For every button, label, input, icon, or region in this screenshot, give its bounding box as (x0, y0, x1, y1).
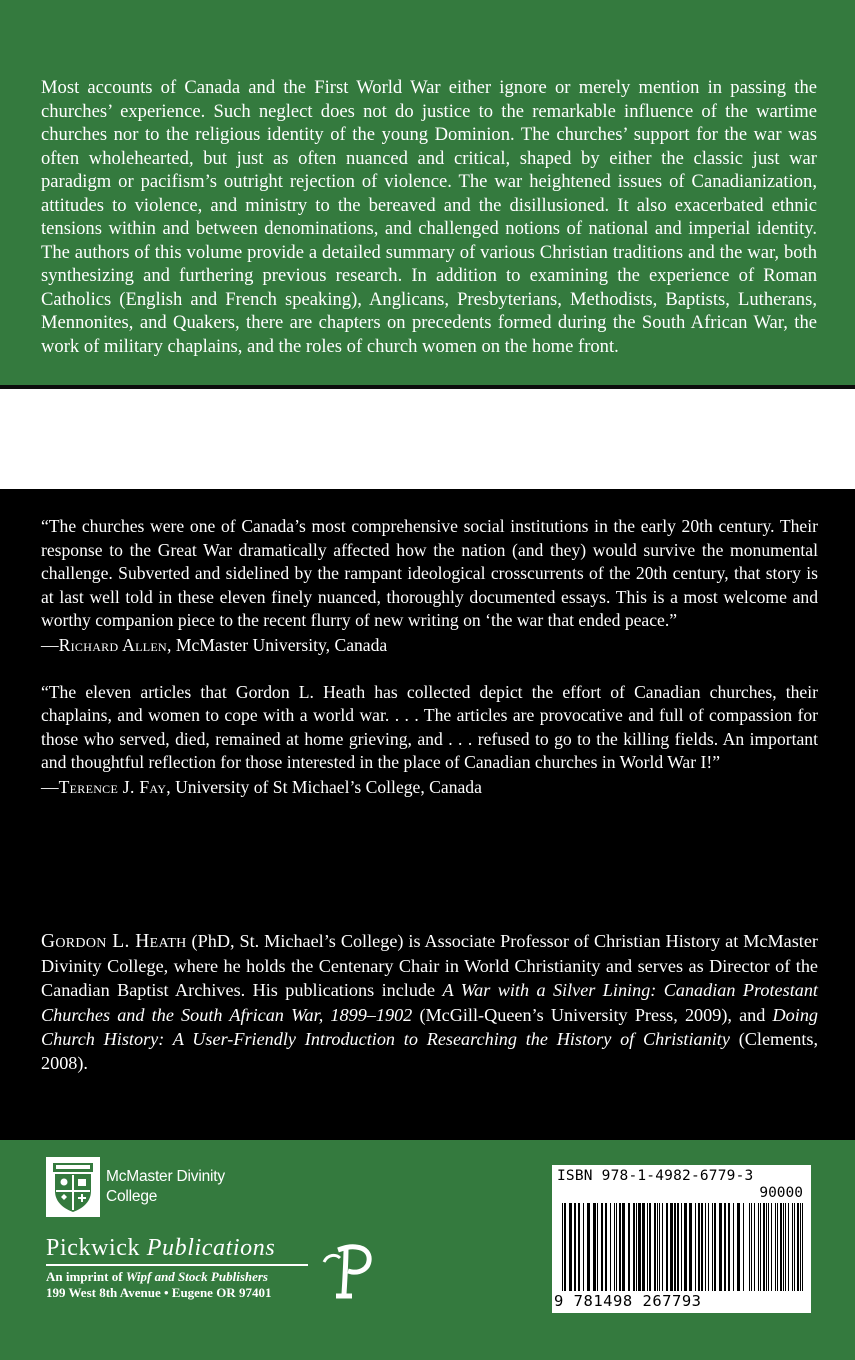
bio-text: (Clements, 2008). (41, 1028, 819, 1074)
barcode-bar (780, 1203, 782, 1291)
publisher-name-italic: Publications (146, 1235, 276, 1261)
mcmaster-line2: College (106, 1188, 158, 1205)
barcode-bar (593, 1203, 596, 1291)
barcode-bar (677, 1203, 679, 1291)
isbn-text: ISBN 978-1-4982-6779-3 (557, 1168, 754, 1184)
endorser-affiliation: , University of St Michael’s College, Canada (166, 776, 482, 797)
barcode-bar (751, 1203, 752, 1291)
barcode-bar (564, 1203, 566, 1291)
barcode-bar (708, 1203, 709, 1291)
isbn-barcode (552, 1165, 811, 1313)
barcode-bars-addon (749, 1203, 805, 1291)
mcmaster-logo (46, 1157, 225, 1217)
barcode-bar (684, 1203, 687, 1291)
barcode-bar (754, 1203, 755, 1291)
barcode-bar (662, 1203, 663, 1291)
mcmaster-line1: McMaster Divinity (106, 1168, 225, 1185)
barcode-bar (619, 1203, 621, 1291)
mcmaster-crest-icon (46, 1157, 100, 1217)
barcode-bar (597, 1203, 598, 1291)
barcode-bar (583, 1203, 584, 1291)
barcode-bar (633, 1203, 635, 1291)
book-description: Most accounts of Canada and the First World War either ignore or merely mention in passing the churches’ experience. Such neglect does not do justice to the remarkable influence of the wartime churches nor to the religious identity of the young Dominion. The churches’ support for the war was often wholehearted, but just as often nuanced and critical, shaped by either the classic just war paradigm or pacifism’s outright rejection of violence. The war heightened issues of Canadianization, attitudes to violence, and ministry to the bereaved and the disillusioned. It also exacerbated ethnic tensions within and between denominations, and challenged notions of national and imperial identity. The authors of this volume provide a detailed summary of various Christian traditions and the war, both synthesizing and furthering previous research. In addition to examining the experience of Roman Catholics (English and French speaking), Anglicans, Presbyterians, Methodists, Baptists, Lutherans, Mennonites, and Quakers, there are chapters on precedents formed during the South African War, the work of military chaplains, and the roles of church women on the home front. (41, 77, 817, 357)
barcode-bar (760, 1203, 761, 1291)
endorsement-attribution (41, 634, 818, 658)
attribution-dash: — (41, 634, 59, 655)
publisher-address: 199 West 8th Avenue • Eugene OR 97401 (46, 1284, 272, 1300)
publisher-rule (46, 1264, 308, 1266)
barcode-bar (766, 1203, 767, 1291)
barcode-bar (562, 1203, 563, 1291)
barcode-bar (728, 1203, 730, 1291)
endorsement-2 (41, 681, 818, 800)
barcode-bar (775, 1203, 776, 1291)
barcode-bar (614, 1203, 615, 1291)
barcode-bar (743, 1203, 744, 1291)
barcode-bar (785, 1203, 786, 1291)
barcode-bar (689, 1203, 692, 1291)
barcode-bar (719, 1203, 722, 1291)
barcode-bar (737, 1203, 740, 1291)
barcode-bar (649, 1203, 651, 1291)
barcode-bar (733, 1203, 734, 1291)
barcode-bar (763, 1203, 765, 1291)
publisher-imprint (46, 1269, 308, 1285)
barcode-bar (666, 1203, 668, 1291)
barcode-bar (574, 1203, 576, 1291)
barcode-bar (587, 1203, 590, 1291)
barcode-bar (705, 1203, 706, 1291)
barcode-bar (758, 1203, 759, 1291)
barcode-bar (777, 1203, 778, 1291)
publisher-name-regular: Pickwick (46, 1235, 147, 1261)
endorser-name: Richard Allen (58, 634, 168, 655)
barcode-bar (642, 1203, 645, 1291)
barcode-bar (647, 1203, 648, 1291)
barcode-bar (670, 1203, 673, 1291)
barcode-bar (636, 1203, 637, 1291)
ean-digits: 9 781498 267793 (554, 1292, 702, 1310)
barcode-bar (788, 1203, 789, 1291)
barcode-bar (616, 1203, 617, 1291)
book-title: Doing Church History: A User-Friendly Introduction to Researching the History of Christianity (41, 1004, 818, 1049)
endorsement-quote: “The eleven articles that Gordon L. Heath has collected depict the effort of Canadian churches, their chaplains, and women to cope with a world war. . . . The articles are provocative and full of compassion for those who served, died, remained at home grieving, and . . . refused to go to the killing fields. An important and thoughtful reflection for those interested in the place of Canadian churches in World War I!” (41, 681, 818, 773)
endorsement-quote: “The churches were one of Canada’s most comprehensive social institutions in the early 20th century. Their response to the Great War dramatically affected how the nation (and they) would survive the monumental challenge. Subverted and sidelined by the rampant ideological crosscurrents of the 20th century, that story is at last well told in these eleven finely nuanced, thoroughly documented essays. This is a most welcome and worthy companion piece to the recent flurry of new writing on ‘the war that ended peace.” (41, 516, 818, 631)
barcode-bar (794, 1203, 795, 1291)
endorsement-1 (41, 515, 818, 658)
barcode-bar (605, 1203, 607, 1291)
barcode-bar (768, 1203, 769, 1291)
barcode-bar (714, 1203, 716, 1291)
barcode-bar (712, 1203, 713, 1291)
imprint-prefix: An imprint of (46, 1268, 126, 1284)
pickwick-p-mark-icon (322, 1244, 374, 1300)
price-code: 90000 (759, 1185, 803, 1201)
barcode-bar (654, 1203, 656, 1291)
mcmaster-wordmark (106, 1167, 225, 1207)
barcode-bar (638, 1203, 641, 1291)
endorser-affiliation: , McMaster University, Canada (167, 634, 388, 655)
barcode-bar (622, 1203, 625, 1291)
endorser-name: Terence J. Fay (58, 776, 167, 797)
endorsement-attribution (41, 776, 818, 800)
barcode-bars-main (562, 1203, 744, 1291)
barcode-bar (659, 1203, 660, 1291)
pickwick-logo (46, 1234, 308, 1301)
publisher-name (46, 1234, 308, 1262)
barcode-bar (783, 1203, 784, 1291)
bio-text: (McGill-Queen’s University Press, 2009), and (412, 1004, 773, 1025)
description-panel (0, 0, 855, 385)
barcode-bar (800, 1203, 801, 1291)
book-title: A War with a Silver Lining: Canadian Protestant Churches and the South African War, 1899–1902 (41, 980, 818, 1025)
barcode-bar (578, 1203, 580, 1291)
barcode-bar (674, 1203, 676, 1291)
barcode-bar (695, 1203, 696, 1291)
imprint-name: Wipf and Stock Publishers (125, 1268, 268, 1284)
barcode-bar (749, 1203, 750, 1291)
barcode-bar (569, 1203, 572, 1291)
barcode-bar (797, 1203, 799, 1291)
author-name: Gordon L. Heath (41, 931, 187, 952)
barcode-bar (701, 1203, 703, 1291)
endorsements-panel (0, 489, 855, 1140)
barcode-bar (657, 1203, 658, 1291)
barcode-bar (628, 1203, 630, 1291)
barcode-bar (681, 1203, 682, 1291)
blank-spacer (0, 389, 855, 489)
barcode-bar (771, 1203, 772, 1291)
barcode-bar (601, 1203, 603, 1291)
barcode-bar (792, 1203, 793, 1291)
attribution-dash: — (41, 776, 59, 797)
author-bio (41, 929, 818, 1075)
barcode-bar (610, 1203, 611, 1291)
barcode-bar (698, 1203, 700, 1291)
barcode-bar (724, 1203, 726, 1291)
barcode-bar (802, 1203, 803, 1291)
bio-text: (PhD, St. Michael’s College) is Associate Professor of Christian History at McMaster Divinity College, where he holds the Centenary Chair in World Christianity and serves as Director of the Canadian Baptist Archives. His publications include (41, 931, 818, 1001)
